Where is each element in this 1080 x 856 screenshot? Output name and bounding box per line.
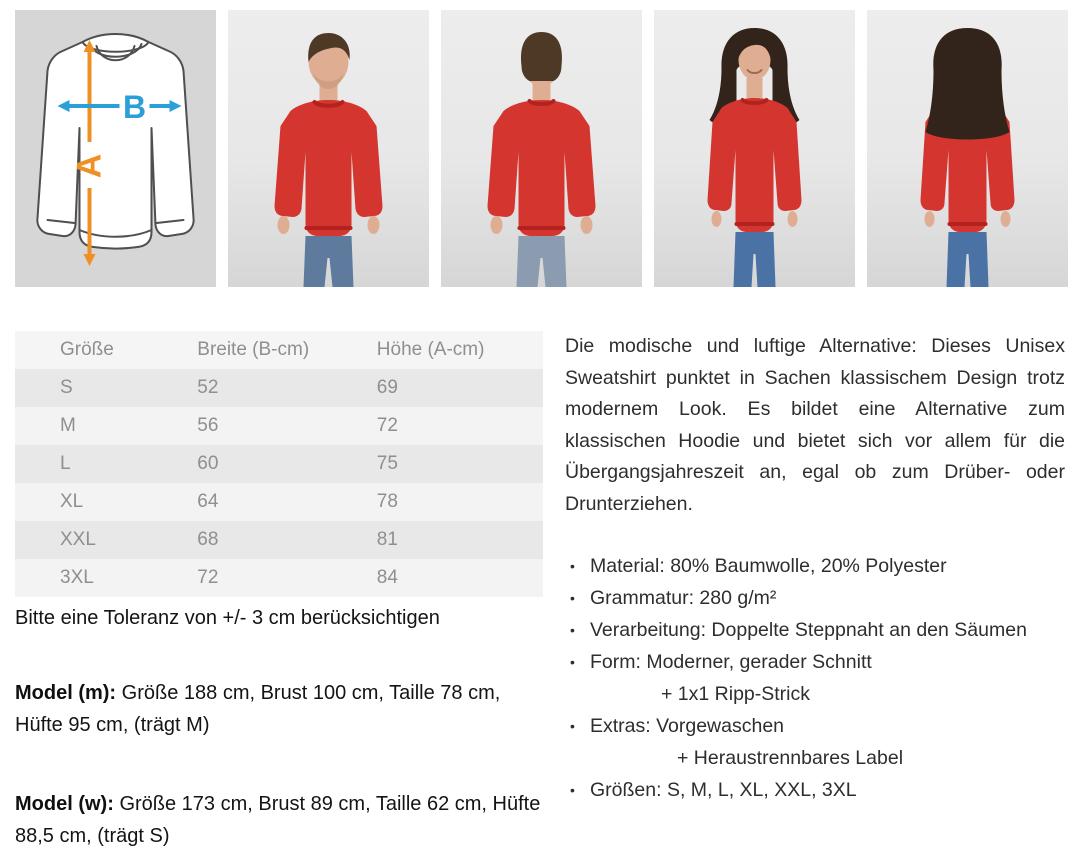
size-info-column xyxy=(15,331,543,852)
bullet-icon: • xyxy=(570,590,575,606)
table-row xyxy=(15,369,543,407)
cell-height: 72 xyxy=(376,415,398,436)
feature-item-groessen xyxy=(565,774,1065,806)
cell-size: L xyxy=(60,453,71,474)
feature-item-grammatur xyxy=(565,582,1065,614)
cell-height: 78 xyxy=(376,491,398,512)
cell-size: XXL xyxy=(60,529,96,550)
bullet-icon: • xyxy=(570,654,575,670)
model-m-details: Größe 188 cm, Brust 100 cm, Taille 78 cm, Hüfte 95 cm, (trägt M) xyxy=(15,682,501,736)
product-image-gallery xyxy=(0,0,1080,287)
cell-height: 75 xyxy=(376,453,398,474)
male-back-illustration xyxy=(441,10,642,287)
size-table-header-row xyxy=(15,331,543,369)
cell-width: 52 xyxy=(197,377,219,398)
photo-female-front[interactable] xyxy=(654,10,855,287)
model-m-info xyxy=(15,677,543,741)
col-header-width: Breite (B-cm) xyxy=(197,339,310,360)
feature-text: Grammatur: 280 g/m² xyxy=(590,587,777,609)
model-w-details: Größe 173 cm, Brust 89 cm, Taille 62 cm, Hüfte 88,5 cm, (trägt S) xyxy=(15,793,541,847)
female-back-illustration xyxy=(867,10,1068,287)
cell-width: 68 xyxy=(197,529,219,550)
size-table xyxy=(15,331,543,597)
cell-height: 69 xyxy=(376,377,398,398)
bullet-icon: • xyxy=(570,558,575,574)
cell-width: 60 xyxy=(197,453,219,474)
cell-width: 72 xyxy=(197,567,219,588)
bullet-icon: • xyxy=(570,782,575,798)
table-row xyxy=(15,559,543,597)
female-front-illustration xyxy=(654,10,855,287)
description-column xyxy=(565,331,1065,852)
sweatshirt-outline xyxy=(37,34,193,249)
feature-text: Größen: S, M, L, XL, XXL, 3XL xyxy=(590,779,857,801)
feature-text: Extras: Vorgewaschen xyxy=(590,715,785,737)
feature-list xyxy=(565,550,1065,806)
cell-size: 3XL xyxy=(60,567,94,588)
tolerance-note: Bitte eine Toleranz von +/- 3 cm berücksichtigen xyxy=(15,607,440,629)
feature-text: Material: 80% Baumwolle, 20% Polyester xyxy=(590,555,947,577)
male-front-illustration xyxy=(228,10,429,287)
feature-text: Verarbeitung: Doppelte Steppnaht an den Säumen xyxy=(590,619,1027,641)
col-header-size: Größe xyxy=(60,339,114,360)
bullet-icon: • xyxy=(570,622,575,638)
table-row xyxy=(15,521,543,559)
table-row xyxy=(15,483,543,521)
label-B: B xyxy=(122,89,147,125)
cell-size: M xyxy=(60,415,76,436)
size-diagram-thumbnail[interactable] xyxy=(15,10,216,287)
cell-height: 84 xyxy=(376,567,398,588)
feature-extra-label: + Heraustrennbares Label xyxy=(677,747,904,769)
table-row xyxy=(15,445,543,483)
feature-item-form xyxy=(565,646,1065,710)
photo-female-back[interactable] xyxy=(867,10,1068,287)
feature-item-verarbeitung xyxy=(565,614,1065,646)
cell-size: XL xyxy=(60,491,84,512)
feature-item-material xyxy=(565,550,1065,582)
cell-width: 64 xyxy=(197,491,219,512)
cell-width: 56 xyxy=(197,415,219,436)
feature-text: Form: Moderner, gerader Schnitt xyxy=(590,651,872,673)
model-m-label: Model (m): xyxy=(15,682,117,704)
feature-item-extras xyxy=(565,710,1065,774)
product-description: Die modische und luftige Alternative: Dieses Unisex Sweatshirt punktet in Sachen klassischem Design trotz modernem Look. Es bildet eine Alternative zum klassischen Hoodie und bietet sich vor allem für die Übergangsjahreszeit an, egal ob zum Drüber- oder Drunterziehen. xyxy=(565,335,1065,515)
sweatshirt-measure-diagram xyxy=(15,10,216,287)
bullet-icon: • xyxy=(570,718,575,734)
photo-male-back[interactable] xyxy=(441,10,642,287)
cell-height: 81 xyxy=(376,529,398,550)
feature-extra-ripp: + 1x1 Ripp-Strick xyxy=(661,683,811,705)
photo-male-front[interactable] xyxy=(228,10,429,287)
label-A: A xyxy=(70,153,109,179)
cell-size: S xyxy=(60,377,73,398)
model-w-label: Model (w): xyxy=(15,793,114,815)
table-row xyxy=(15,407,543,445)
col-header-height: Höhe (A-cm) xyxy=(376,339,485,360)
model-w-info xyxy=(15,788,543,852)
product-info-section xyxy=(0,287,1080,852)
